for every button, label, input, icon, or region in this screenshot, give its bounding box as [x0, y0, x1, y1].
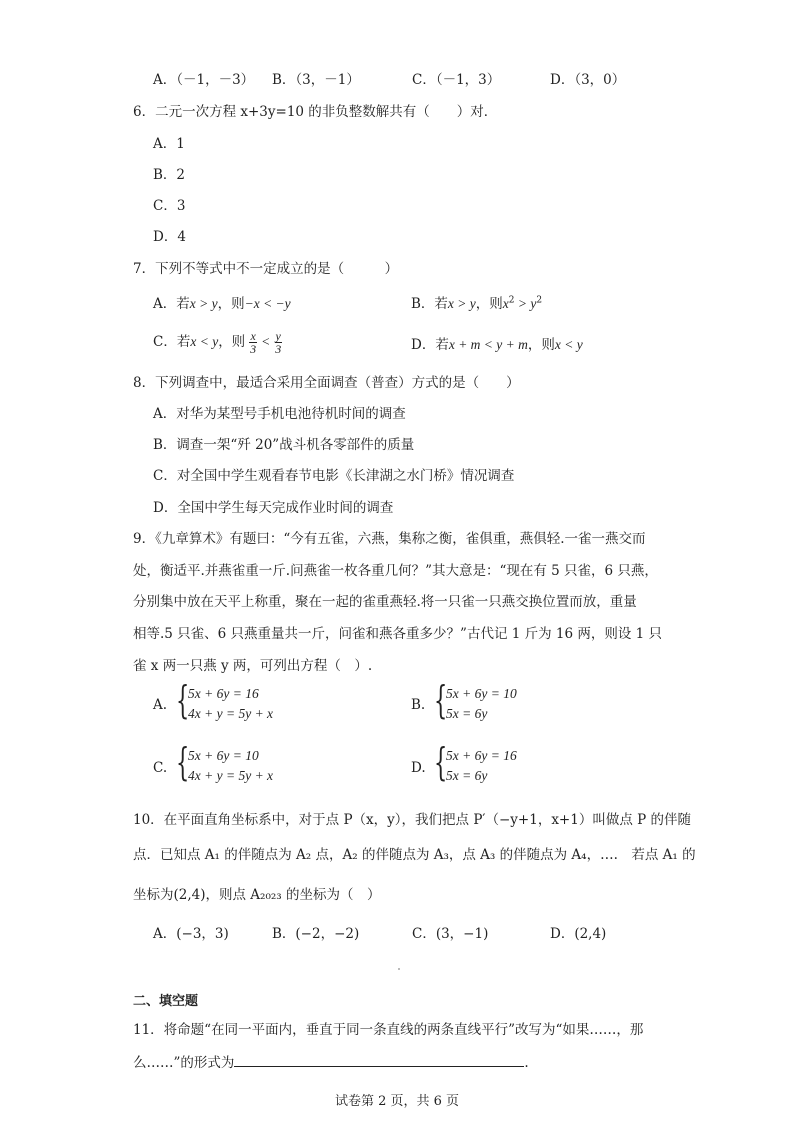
- q9-option-b-label: B.: [411, 697, 426, 713]
- brace-icon: {: [176, 678, 190, 722]
- q7-a-cond: x > y: [189, 296, 218, 311]
- brace-icon: {: [434, 740, 448, 784]
- section-heading: 二、填空题: [133, 994, 199, 1009]
- q7-c-label: C．若: [153, 334, 191, 350]
- q7-c-cond: x < y: [190, 334, 219, 349]
- q6-option-b: B．2: [153, 167, 186, 183]
- q7-d-cond: x + m < y + m: [448, 337, 528, 352]
- q7-d-label: D．若: [411, 337, 449, 353]
- q8-option-a: A．对华为某型号手机电池待机时间的调查: [153, 406, 406, 422]
- q7-b-cond: x > y: [447, 296, 476, 311]
- q6-option-a: A．1: [153, 136, 185, 152]
- q7-b-base: x: [502, 296, 509, 311]
- q6-option-c: C．3: [153, 198, 186, 214]
- q9-option-c-label: C.: [153, 760, 168, 776]
- q7-b-then: ，则: [475, 296, 503, 312]
- q11-answer-blank[interactable]: [234, 1054, 524, 1067]
- q6-stem: 6．二元一次方程 x+3y=10 的非负整数解共有（ ）对．: [133, 104, 498, 120]
- q7-option-c: [153, 330, 282, 355]
- q5-option-b: B．（3，－1）: [272, 72, 360, 88]
- q9-c-eq1: 5x + 6y = 10: [188, 748, 259, 763]
- q7-c-fraction-right: $\frac{y}{3}$: [275, 329, 282, 356]
- brace-icon: {: [434, 678, 448, 722]
- scan-dot: [398, 968, 400, 970]
- q10-option-d: D．(2,4): [550, 926, 607, 942]
- q7-c-fraction-left: $\frac{x}{3}$: [250, 329, 257, 356]
- q7-option-b: B．若x > y，则$x^2 > y^2$: [411, 295, 543, 312]
- q11-line-2: [133, 1051, 529, 1071]
- q7-b-mid: > y: [514, 296, 537, 311]
- q11-line-2-text: 么……”的形式为: [133, 1055, 235, 1071]
- q9-option-b-system: [434, 678, 584, 726]
- q9-line-3: 分别集中放在天平上称重，聚在一起的雀重燕轻.将一只雀一只燕交换位置而放，重量: [133, 594, 637, 610]
- brace-icon: {: [176, 740, 190, 784]
- q10-line-3: 坐标为(2,4)，则点 A₂₀₂₃ 的坐标为（ ）: [133, 887, 381, 903]
- q8-stem: 8．下列调查中，最适合采用全面调查（普查）方式的是（ ）: [133, 375, 520, 391]
- q9-b-eq1: 5x + 6y = 10: [446, 686, 517, 701]
- q5-option-a: A．（－1，－3）: [153, 72, 255, 88]
- q7-c-lt: <: [261, 334, 271, 349]
- q9-option-a-label: A.: [153, 697, 168, 713]
- q6-option-d: D．4: [153, 229, 186, 245]
- q8-option-b: B．调查一架“歼 20”战斗机各零部件的质量: [153, 437, 415, 453]
- q9-line-4: 相等.5 只雀、6 只燕重量共一斤，问雀和燕各重多少？”古代记 1 斤为 16 两，则设 1 只: [133, 626, 663, 642]
- q9-c-eq2: 4x + y = 5y + x: [188, 768, 274, 783]
- q7-a-then: ，则: [217, 296, 245, 312]
- q9-option-d-label: D.: [411, 760, 426, 776]
- q9-line-5: 雀 x 两一只燕 y 两，可列出方程（ ）.: [133, 658, 373, 674]
- q9-line-2: 处，衡适平.并燕雀重一斤.问燕雀一枚各重几何？”其大意是：“现在有 5 只雀，6 只燕，: [133, 563, 658, 579]
- q7-a-label: A．若: [153, 296, 190, 312]
- q7-b-label: B．若: [411, 296, 448, 312]
- q5-option-d: D．（3，0）: [550, 72, 626, 88]
- q11-end: .: [524, 1055, 529, 1071]
- q10-line-2: 点．已知点 A₁ 的伴随点为 A₂ 点，A₂ 的伴随点为 A₃，点 A₃ 的伴随点为 A₄，…. 若点 A₁ 的: [133, 847, 696, 863]
- page-footer: 试卷第 2 页，共 6 页: [334, 1094, 460, 1109]
- q9-option-d-system: [434, 740, 584, 788]
- q11-line-1: 11．将命题“在同一平面内，垂直于同一条直线的两条直线平行”改写为“如果……，那: [133, 1022, 644, 1038]
- q10-option-a: A．(−3，3): [153, 926, 229, 942]
- q7-stem: 7．下列不等式中不一定成立的是（ ）: [133, 261, 399, 277]
- q9-line-1: 9．《九章算术》有题曰：“今有五雀，六燕，集称之衡，雀俱重，燕俱轻.一雀一燕交而: [133, 531, 646, 547]
- q9-a-eq1: 5x + 6y = 16: [188, 686, 259, 701]
- q10-option-c: C．(3，−1): [412, 926, 489, 942]
- q10-line-1: 10．在平面直角坐标系中，对于点 P（x，y），我们把点 P′（−y+1，x+1）叫做点 P 的伴随: [133, 812, 692, 828]
- q7-d-then: ，则: [527, 337, 555, 353]
- q9-b-eq2: 5x = 6y: [446, 706, 488, 721]
- q7-d-result: x < y: [554, 337, 583, 352]
- q9-d-eq1: 5x + 6y = 16: [446, 748, 517, 763]
- q9-a-eq2: 4x + y = 5y + x: [188, 706, 274, 721]
- q7-option-a: [153, 292, 291, 312]
- q9-option-c-system: [176, 740, 326, 788]
- q7-option-d: [411, 333, 583, 353]
- q9-option-a-system: [176, 678, 326, 726]
- q10-option-b: B．(−2，−2): [272, 926, 360, 942]
- q5-option-c: C．（－1，3）: [412, 72, 501, 88]
- q8-option-d: D．全国中学生每天完成作业时间的调查: [153, 500, 394, 516]
- q9-d-eq2: 5x = 6y: [446, 768, 488, 783]
- q8-option-c: C．对全国中学生观看春节电影《长津湖之水门桥》情况调查: [153, 468, 515, 484]
- q7-c-then: ，则: [218, 334, 246, 350]
- q7-a-result: −x < −y: [244, 296, 291, 311]
